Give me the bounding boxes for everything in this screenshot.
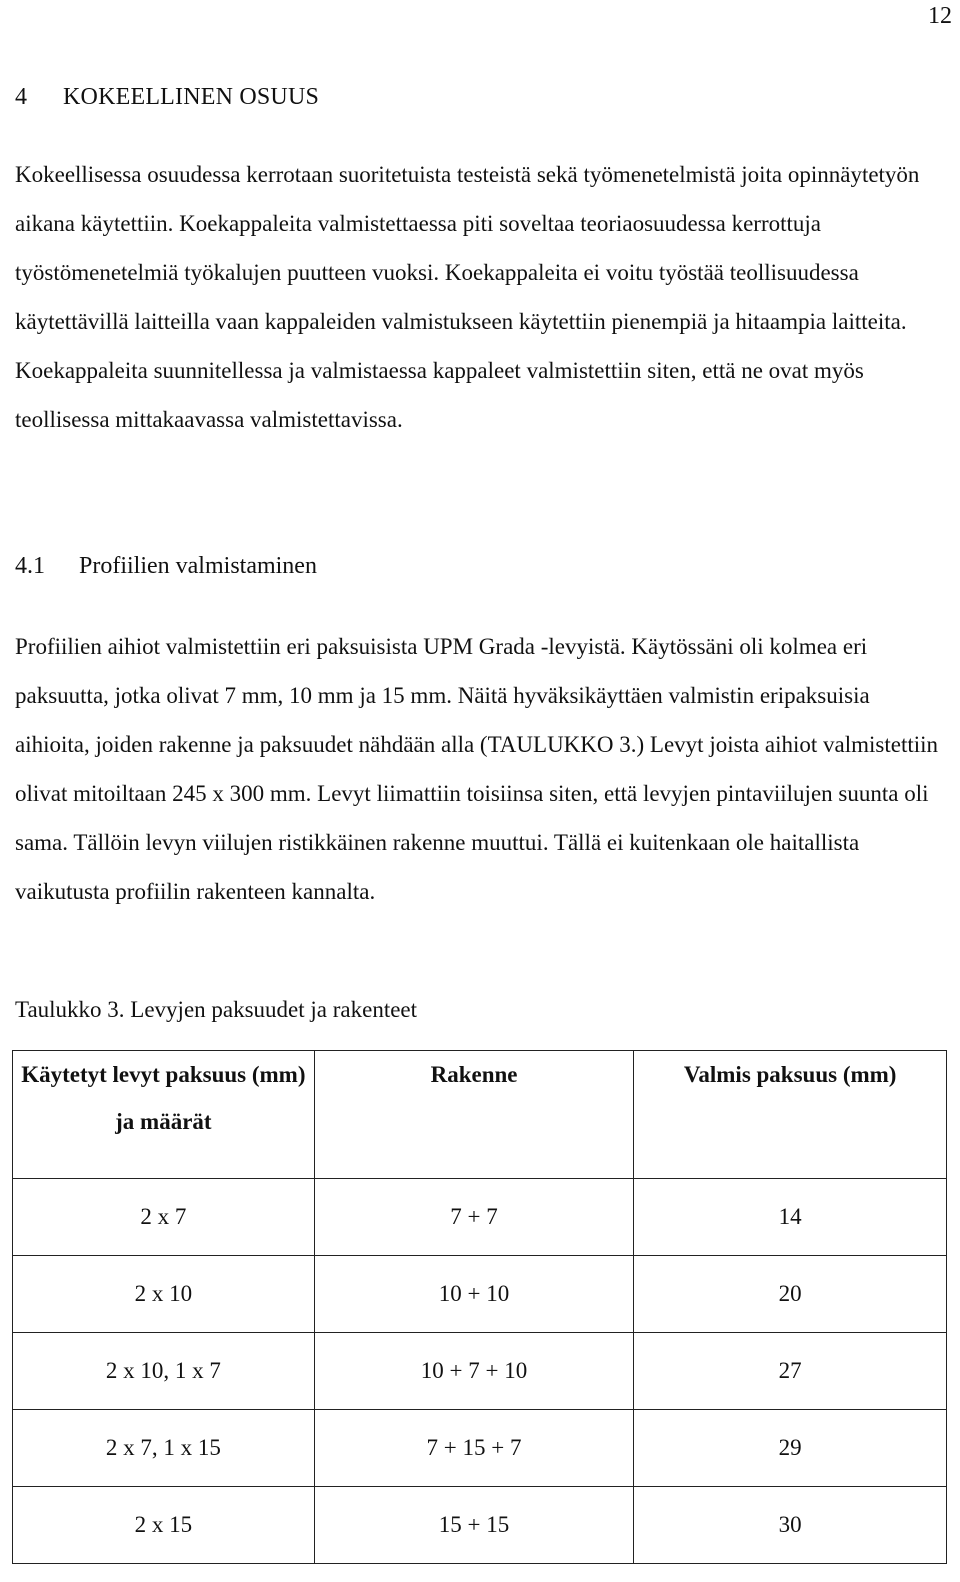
table-header-cell: Käytetyt levyt paksuus (mm) ja määrät — [13, 1051, 315, 1179]
section-title: KOKEELLINEN OSUUS — [63, 84, 320, 110]
table-header-cell: Rakenne — [314, 1051, 634, 1179]
table-row — [13, 1333, 947, 1410]
table-cell: 27 — [634, 1333, 947, 1410]
section-paragraph: Kokeellisessa osuudessa kerrotaan suoritetuista testeistä sekä työmenetelmistä joita opinnäytetyön aikana käytettiin. Koekappaleita valmistettaessa piti soveltaa teoriaosuudessa kerrottuja työstömenetelmiä työkalujen puutteen vuoksi. Koekappaleita ei voitu työstää teollisuudessa käytettävillä laitteilla vaan kappaleiden valmistukseen käytettiin pienempiä ja hitaampia laitteita. Koekappaleita suunnitellessa ja valmistaessa kappaleet valmistettiin siten, että ne ovat myös teollisessa mittakaavassa valmistettavissa. — [15, 162, 920, 432]
table-cell: 10 + 7 + 10 — [314, 1333, 634, 1410]
subsection-paragraph: Profiilien aihiot valmistettiin eri paksuisista UPM Grada -levyistä. Käytössäni oli kolmea eri paksuutta, jotka olivat 7 mm, 10 mm ja 15 mm. Näitä hyväksikäyttäen valmistin eripaksuisia aihioita, joiden rakenne ja paksuudet nähdään alla (TAULUKKO 3.) Levyt joista aihiot valmistettiin olivat mitoiltaan 245 x 300 mm. Levyt liimattiin toisiinsa siten, että levyjen pintaviilujen suunta oli sama. Tällöin levyn viilujen ristikkäinen rakenne muuttui. Tällä ei kuitenkaan ole haitallista vaikutusta profiilin rakenteen kannalta. — [15, 634, 939, 904]
table-cell: 15 + 15 — [314, 1487, 634, 1564]
table-row — [13, 1256, 947, 1333]
subsection-heading — [15, 551, 317, 581]
section-heading — [15, 82, 319, 112]
table-cell: 2 x 15 — [13, 1487, 315, 1564]
table-caption: Taulukko 3. Levyjen paksuudet ja rakenteet — [15, 997, 418, 1022]
table-cell: 2 x 10 — [13, 1256, 315, 1333]
subsection-number: 4.1 — [15, 553, 45, 579]
subsection-title: Profiilien valmistaminen — [79, 553, 317, 579]
page-number: 12 — [928, 3, 952, 29]
section-number: 4 — [15, 84, 28, 110]
table-cell: 14 — [634, 1179, 947, 1256]
table-cell: 7 + 7 — [314, 1179, 634, 1256]
thickness-table — [12, 1050, 947, 1564]
table-cell: 30 — [634, 1487, 947, 1564]
table-row — [13, 1410, 947, 1487]
table-cell: 20 — [634, 1256, 947, 1333]
table-header-row — [13, 1051, 947, 1179]
table-row — [13, 1487, 947, 1564]
table-cell: 10 + 10 — [314, 1256, 634, 1333]
table-header-cell: Valmis paksuus (mm) — [634, 1051, 947, 1179]
table-cell: 2 x 7 — [13, 1179, 315, 1256]
table-cell: 2 x 10, 1 x 7 — [13, 1333, 315, 1410]
table-row — [13, 1179, 947, 1256]
table-cell: 7 + 15 + 7 — [314, 1410, 634, 1487]
table-cell: 2 x 7, 1 x 15 — [13, 1410, 315, 1487]
table-cell: 29 — [634, 1410, 947, 1487]
